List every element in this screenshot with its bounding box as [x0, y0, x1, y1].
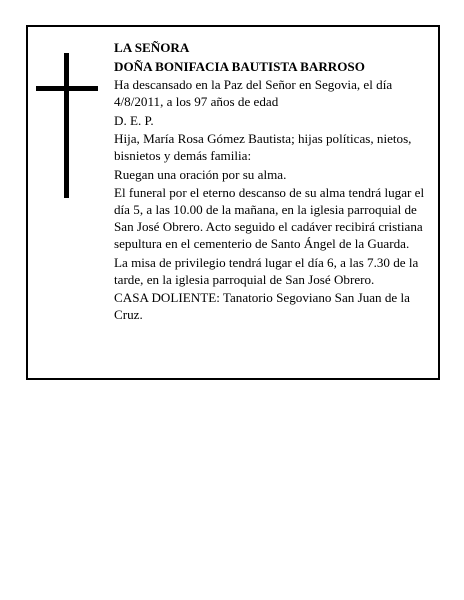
mourning-house: CASA DOLIENTE: Tanatorio Segoviano San Juan de la Cruz.: [114, 290, 410, 322]
rip-line: D. E. P.: [114, 112, 154, 128]
notice-heading: LA SEÑORA: [114, 40, 190, 55]
family-line: Hija, María Rosa Gómez Bautista; hijas políticas, nietos, bisnietos y demás familia:: [114, 131, 412, 163]
cross-horizontal-bar: [36, 86, 98, 91]
mass-info: La misa de privilegio tendrá lugar el día 6, a las 7.30 de la tarde, en la iglesia parroquial de San José Obrero.: [114, 254, 419, 287]
deceased-name: DOÑA BONIFACIA BAUTISTA BARROSO: [114, 58, 365, 74]
death-announcement: Ha descansado en la Paz del Señor en Segovia, el día 4/8/2011, a los 97 años de edad: [114, 77, 393, 109]
funeral-info: El funeral por el eterno descanso de su alma tendrá lugar el día 5, a las 10.00 de la mañana, en la iglesia parroquial de San José Obrero. Acto seguido el cadáver recibirá cristiana sepultura en el cementerio de Santo Ángel de la Guarda.: [114, 185, 425, 251]
cross-icon: [36, 53, 100, 198]
prayer-request: Ruegan una oración por su alma.: [114, 166, 287, 182]
obituary-text: [114, 39, 428, 325]
cross-vertical-bar: [64, 53, 69, 198]
